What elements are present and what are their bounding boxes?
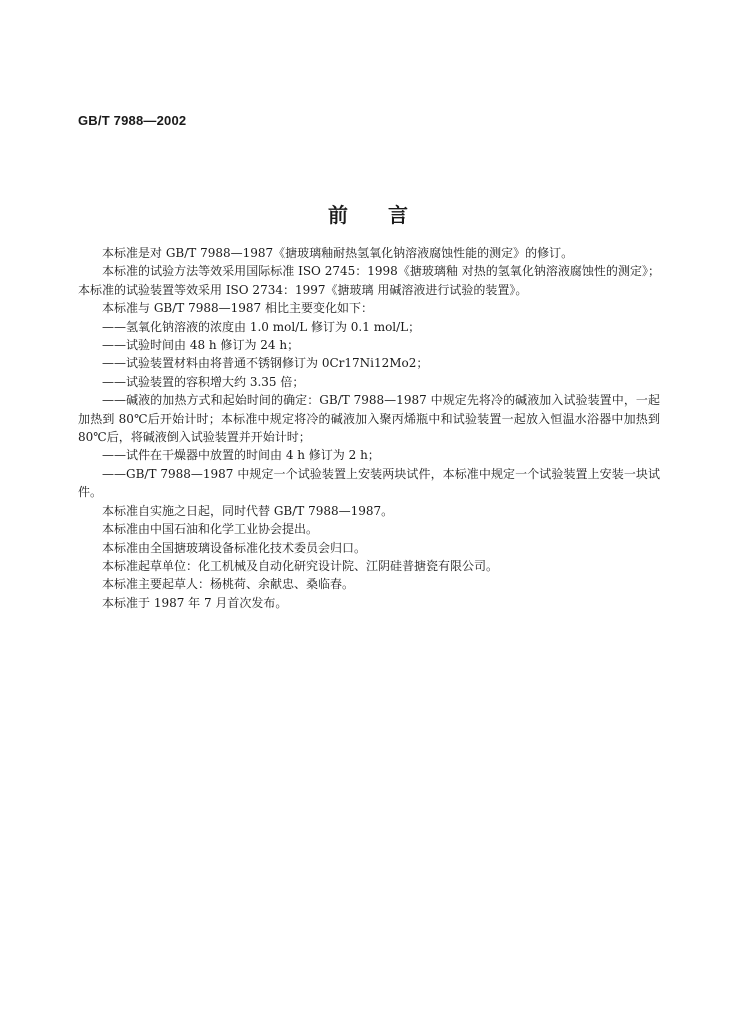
change-item: ——GB/T 7988—1987 中规定一个试验装置上安装两块试件，本标准中规定一个试验装置上安装一块试件。	[78, 466, 660, 500]
change-item: ——氢氧化钠溶液的浓度由 1.0 mol/L 修订为 0.1 mol/L；	[102, 319, 421, 334]
paragraph-drafting-units: 本标准起草单位：化工机械及自动化研究设计院、江阴硅普搪瓷有限公司。	[102, 558, 499, 573]
title-char-1: 前	[328, 203, 348, 227]
paragraph-drafters: 本标准主要起草人：杨桃荷、余献忠、桑临春。	[102, 577, 355, 592]
paragraph-revision: 本标准是对 GB/T 7988—1987《搪玻璃釉耐热氢氧化钠溶液腐蚀性能的测定》的修订。	[102, 246, 574, 260]
change-item: ——试验时间由 48 h 修订为 24 h；	[102, 338, 300, 353]
standard-code: GB/T 7988—2002	[78, 113, 187, 128]
paragraph-centralized-by: 本标准由全国搪玻璃设备标准化技术委员会归口。	[102, 540, 367, 555]
change-item: ——试验装置材料由将普通不锈钢修订为 0Cr17Ni12Mo2；	[102, 356, 429, 371]
paragraph-replaces: 本标准自实施之日起，同时代替 GB/T 7988—1987。	[102, 503, 394, 518]
foreword-body	[78, 244, 660, 612]
change-item: ——试件在干燥器中放置的时间由 4 h 修订为 2 h；	[102, 448, 380, 463]
paragraph-first-issued: 本标准于 1987 年 7 月首次发布。	[102, 595, 288, 610]
change-item: ——试验装置的容积增大约 3.35 倍；	[102, 374, 305, 389]
title-char-2: 言	[388, 203, 408, 227]
paragraph-equivalence: 本标准的试验方法等效采用国际标准 ISO 2745：1998《搪玻璃釉 对热的氢氧化钠溶液腐蚀性的测定》；本标准的试验装置等效采用 ISO 2734：1997《搪玻璃 用碱溶液进行试验的装置》。	[78, 264, 660, 297]
page-title	[0, 199, 736, 228]
change-item: ——碱液的加热方式和起始时间的确定：GB/T 7988—1987 中规定先将冷的碱液加入试验装置中，一起加热到 80℃后开始计时；本标准中规定将冷的碱液加入聚丙烯瓶中和试验装置一起放入恒温水浴器中加热到 80℃后，将碱液倒入试验装置并开始计时；	[78, 393, 660, 445]
paragraph-changes-intro: 本标准与 GB/T 7988—1987 相比主要变化如下：	[102, 301, 373, 316]
paragraph-proposed-by: 本标准由中国石油和化学工业协会提出。	[102, 522, 319, 537]
